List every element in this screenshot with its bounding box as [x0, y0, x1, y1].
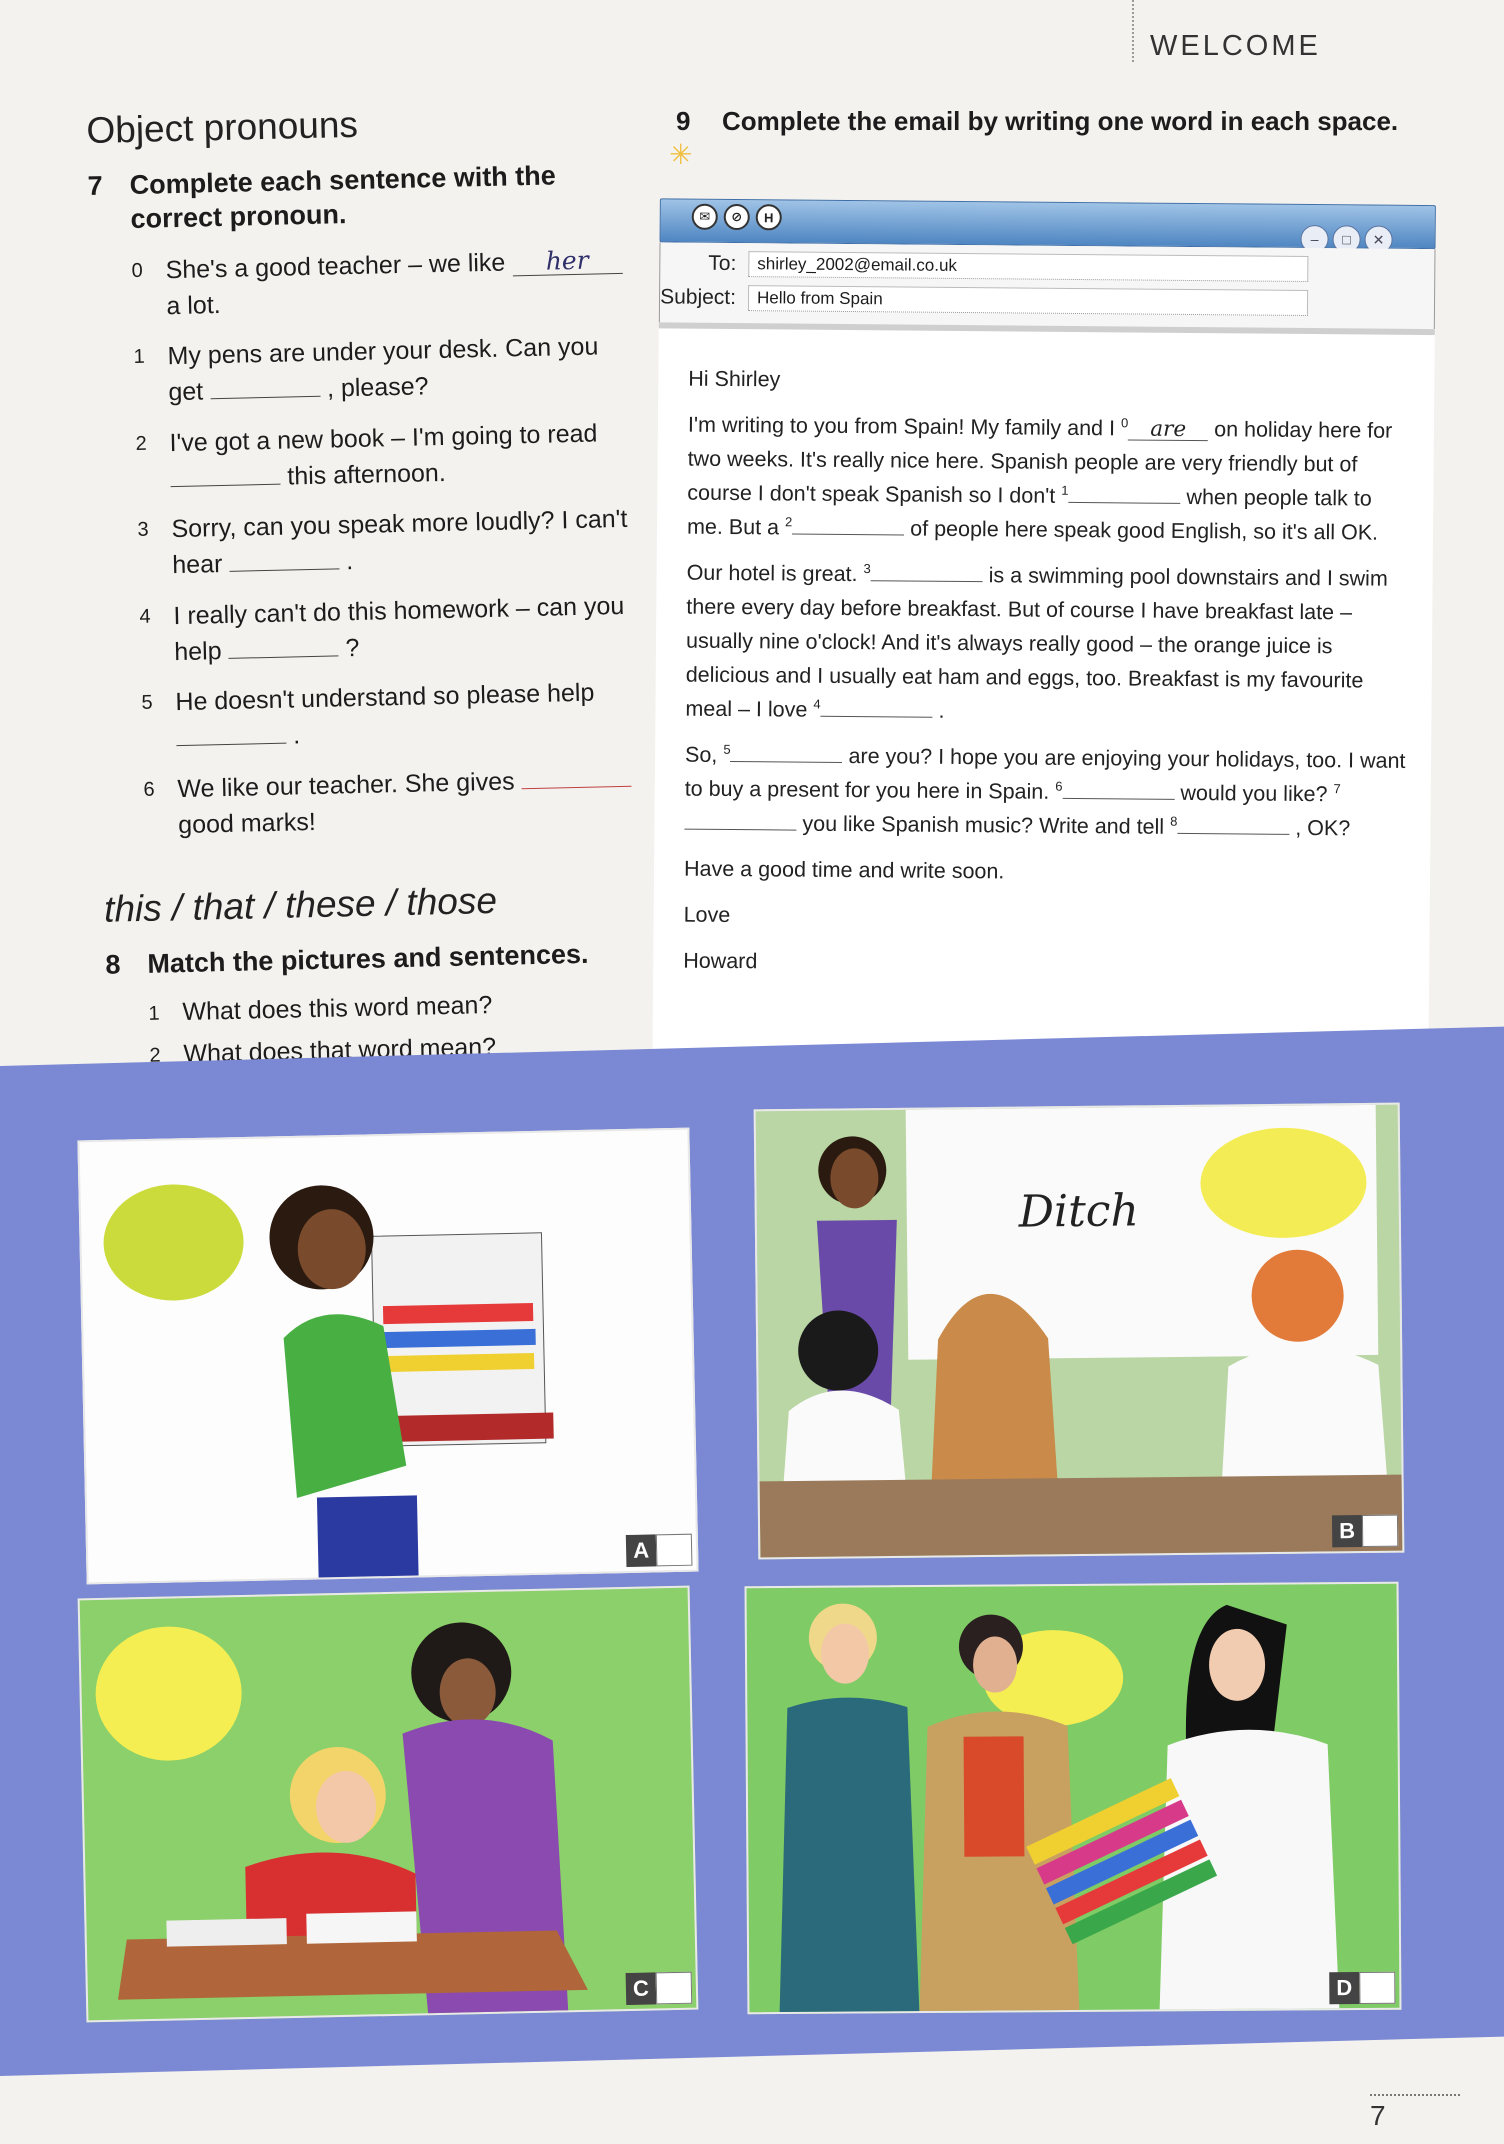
to-field[interactable]: shirley_2002@email.co.uk	[748, 251, 1308, 282]
answer-blank[interactable]: are	[1128, 418, 1208, 441]
gap-number: 1	[1061, 482, 1069, 498]
item-after: .	[285, 721, 301, 750]
item-number: 4	[139, 605, 151, 628]
maximize-icon[interactable]: □	[1332, 225, 1360, 253]
help-icon[interactable]: H	[756, 204, 782, 230]
item-before: I've got a new book – I'm going to read	[169, 418, 598, 457]
picture-label	[626, 1972, 693, 2005]
list-item	[148, 986, 647, 1027]
text: when people talk to me. But a	[686, 484, 1372, 540]
picture-b	[754, 1103, 1405, 1560]
item-number: 3	[137, 518, 149, 541]
answer-box[interactable]	[1359, 1972, 1395, 2004]
list-item	[135, 414, 635, 498]
text: of people here speak good English, so it's all OK.	[904, 516, 1379, 545]
gap-number: 6	[1055, 778, 1063, 794]
subject-field[interactable]: Hello from Spain	[748, 285, 1308, 316]
picture-label	[1332, 1515, 1398, 1548]
picture-letter: A	[626, 1534, 657, 1567]
item-number: 2	[135, 432, 147, 455]
text: are you? I hope you are enjoying your holidays, too. I want to buy a present for you here in Spain.	[684, 743, 1406, 804]
answer-blank[interactable]	[684, 828, 796, 830]
item-number: 1	[148, 1002, 160, 1025]
item-text: What does that word mean?	[183, 1032, 497, 1068]
to-label: To:	[708, 251, 737, 276]
gap-number: 8	[1170, 813, 1178, 829]
picture-letter: D	[1329, 1972, 1359, 2004]
girl-with-books-illustration	[79, 1130, 698, 1585]
picture-a	[77, 1128, 698, 1585]
text: is a swimming pool downstairs and I swim there every day before breakfast. But of course I have breakfast late – usually nine o'clock! And it's always really good – the orange juice is delicious and I usually eat ham and eggs, too. Breakfast is my favourite meal – I love	[685, 563, 1388, 722]
picture-c	[78, 1586, 699, 2023]
email-header	[659, 242, 1436, 329]
answer-blank[interactable]	[171, 483, 281, 486]
email-signature: Howard	[683, 948, 758, 973]
girl-reading-illustration	[80, 1588, 699, 2023]
text: you like Spanish music? Write and tell	[796, 811, 1171, 839]
email-paragraph-3	[684, 738, 1407, 846]
list-item	[133, 328, 633, 412]
answer-blank[interactable]	[730, 761, 842, 763]
text: So,	[684, 742, 724, 767]
item-number: 1	[133, 345, 145, 368]
exercise-7-heading	[87, 158, 628, 238]
picture-label	[1329, 1972, 1395, 2004]
answer-blank[interactable]	[821, 715, 933, 717]
item-number: 0	[131, 259, 144, 282]
object-pronouns-title: Object pronouns	[86, 103, 359, 151]
email-paragraph-2	[685, 556, 1408, 732]
answer-box[interactable]	[1362, 1515, 1398, 1547]
item-text	[165, 241, 631, 324]
answer-blank[interactable]	[229, 569, 339, 572]
email-toolbar	[692, 204, 782, 231]
answer-blank[interactable]	[792, 533, 904, 535]
item-before: We like our teacher. She gives	[177, 766, 522, 803]
item-after: good marks!	[177, 807, 317, 839]
answer-blank[interactable]	[1068, 502, 1180, 504]
answer-blank[interactable]	[1062, 798, 1174, 800]
item-after: .	[338, 547, 354, 576]
item-after: a lot.	[166, 290, 221, 320]
item-number: 6	[143, 778, 155, 801]
answer-box[interactable]	[656, 1972, 693, 2005]
email-signoff: Love	[683, 902, 731, 927]
item-before: I really can't do this homework – can you help	[173, 591, 625, 666]
exercise-number: 7	[87, 170, 104, 201]
picture-label	[626, 1534, 693, 1567]
item-before: He doesn't understand so please help	[175, 678, 595, 717]
section-header: WELCOME	[1150, 30, 1321, 62]
subject-label: Subject:	[660, 285, 737, 310]
text: .	[932, 698, 945, 723]
answer-blank[interactable]	[1177, 833, 1289, 835]
picture-d	[745, 1582, 1402, 2015]
subject-row	[660, 284, 1308, 316]
item-text	[175, 674, 641, 757]
exercise-number: 8	[105, 949, 121, 980]
text: Our hotel is great.	[686, 560, 864, 586]
picture-letter: B	[1332, 1515, 1362, 1547]
minimize-icon[interactable]: –	[1300, 225, 1328, 253]
teens-with-books-illustration	[747, 1584, 1402, 2015]
list-item	[137, 501, 637, 585]
mail-icon[interactable]: ✉	[692, 204, 718, 230]
classroom-illustration	[756, 1105, 1405, 1560]
to-row	[660, 250, 1308, 282]
answer-blank[interactable]: her	[512, 245, 623, 276]
text: , OK?	[1289, 815, 1351, 841]
list-item	[141, 674, 641, 758]
item-text	[167, 328, 633, 411]
gap-number: 4	[813, 696, 821, 712]
list-item	[139, 587, 639, 671]
item-text	[173, 587, 639, 670]
difficulty-star-icon: ✳	[669, 139, 693, 170]
picture-letter: C	[626, 1972, 657, 2005]
text: I'm writing to you from Spain! My family and I	[687, 412, 1122, 441]
gap-number: 2	[785, 514, 793, 530]
gap-number: 3	[863, 560, 871, 576]
header-rule	[1132, 0, 1134, 62]
gap-number: 0	[1120, 415, 1129, 431]
email-window	[612, 188, 1468, 1071]
item-after: , please?	[319, 372, 429, 404]
text: on holiday here for two weeks. It's really nice here. Spanish people are very friendly but of course I don't speak Spanish so I don't	[687, 417, 1393, 508]
gap-number: 5	[723, 741, 731, 757]
answer-blank[interactable]	[176, 743, 286, 746]
item-text: What does this word mean?	[182, 990, 493, 1026]
demonstratives-title: this / that / these / those	[103, 879, 498, 930]
item-before: Sorry, can you speak more loudly? I can't hear	[171, 504, 628, 580]
answer-blank[interactable]	[229, 655, 339, 658]
item-before: She's a good teacher – we like	[165, 247, 513, 284]
item-number: 5	[141, 691, 153, 714]
item-text	[177, 760, 643, 843]
email-closing: Have a good time and write soon.	[683, 856, 1005, 883]
close-icon[interactable]: ✕	[1364, 226, 1392, 254]
item-after: this afternoon.	[280, 458, 447, 491]
item-text	[169, 414, 635, 497]
text: would you like?	[1174, 780, 1334, 806]
left-column	[86, 98, 650, 1167]
exercise-number: 9	[676, 106, 691, 136]
page-number: 7	[1370, 2094, 1460, 2132]
answer-blank[interactable]	[871, 580, 983, 582]
exercise-instruction: Complete each sentence with the correct pronoun.	[129, 160, 557, 234]
gap-number: 7	[1333, 780, 1341, 796]
board-word: Ditch	[1018, 1185, 1140, 1238]
answer-box[interactable]	[656, 1534, 693, 1567]
item-text	[171, 501, 637, 584]
exercise-instruction: Match the pictures and sentences.	[147, 938, 589, 979]
email-body	[652, 322, 1434, 1059]
email-greeting: Hi Shirley	[688, 366, 781, 392]
item-after: ?	[338, 633, 360, 663]
exercise-instruction: Complete the email by writing one word in each space.	[722, 106, 1399, 136]
list-item	[131, 241, 631, 325]
exercise-8-heading	[105, 937, 646, 983]
attachment-icon[interactable]: ⊘	[724, 204, 750, 230]
item-number: 2	[149, 1044, 161, 1067]
item-before: My pens are under your desk. Can you get	[167, 332, 599, 407]
list-item	[143, 760, 643, 844]
pronoun-items	[131, 241, 642, 844]
exercise-9-heading	[676, 106, 1398, 137]
answer-blank[interactable]	[210, 396, 320, 399]
email-paragraph-1	[687, 409, 1410, 551]
